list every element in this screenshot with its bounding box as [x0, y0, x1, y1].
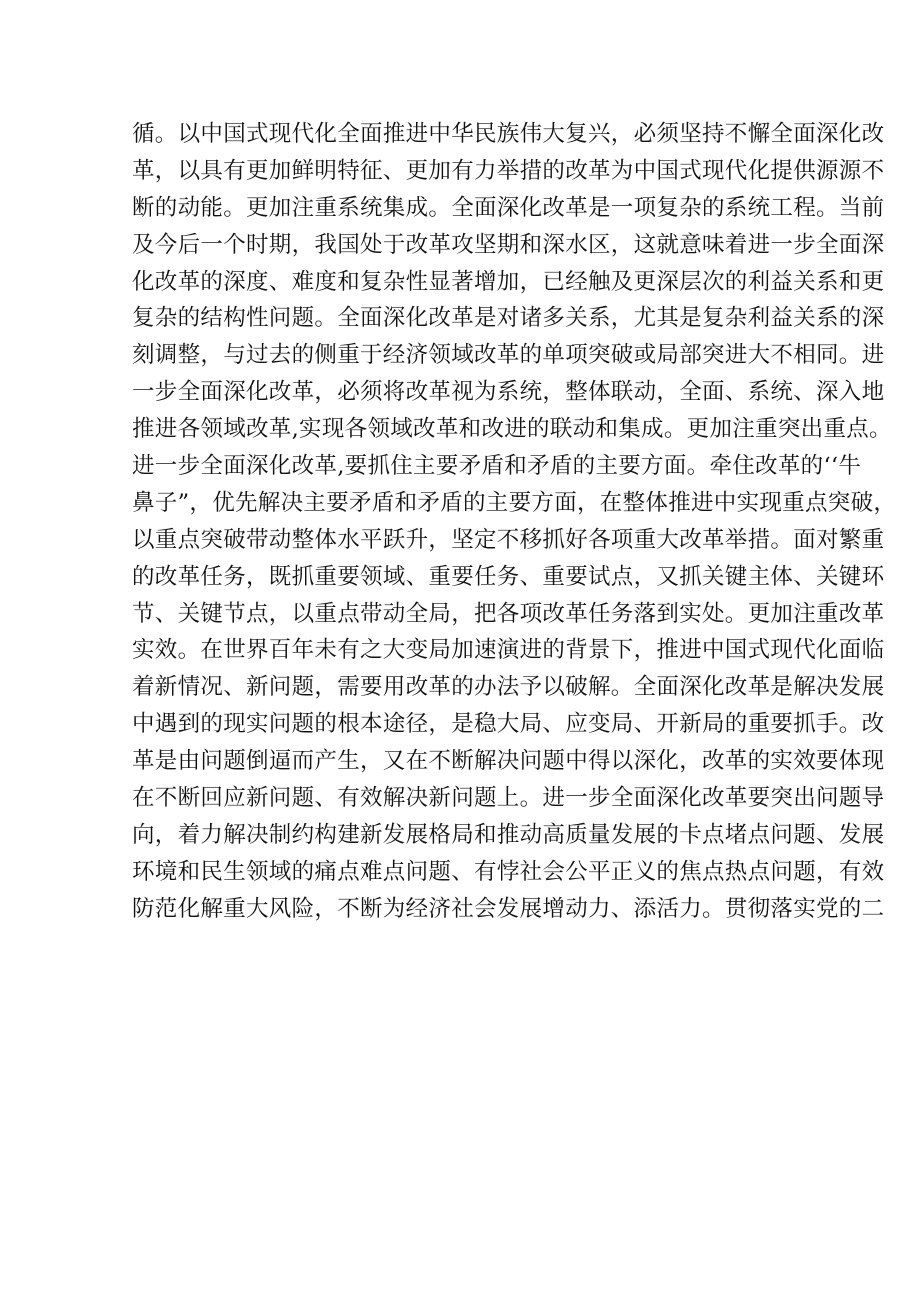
text-line-11: 鼻子”，优先解决主要矛盾和矛盾的主要方面，在整体推进中实现重点突破， [132, 489, 897, 516]
text-line-22: 防范化解重大风险，不断为经济社会发展增动力、添活力。贯彻落实党的二 [132, 895, 885, 922]
text-line-6: 复杂的结构性问题。全面深化改革是对诸多关系，尤其是复杂利益关系的深 [132, 305, 885, 332]
text-line-4: 及今后一个时期，我国处于改革攻坚期和深水区，这就意味着进一步全面深 [132, 231, 885, 258]
text-line-17: 中遇到的现实问题的根本途径，是稳大局、应变局、开新局的重要抓手。改 [132, 711, 885, 738]
text-line-19: 在不断回应新问题、有效解决新问题上。进一步全面深化改革要突出问题导 [132, 785, 885, 812]
text-line-20: 向，着力解决制约构建新发展格局和推动高质量发展的卡点堵点问题、发展 [132, 821, 885, 848]
text-line-5: 化改革的深度、难度和复杂性显著增加，已经触及更深层次的利益关系和更 [132, 268, 885, 295]
text-line-7: 刻调整，与过去的侧重于经济领域改革的单项突破或局部突进大不相同。进 [132, 342, 885, 369]
text-line-21: 环境和民生领域的痛点难点问题、有悖社会公平正义的焦点热点问题，有效 [132, 858, 885, 885]
text-line-18: 革是由问题倒逼而产生，又在不断解决问题中得以深化，改革的实效要体现 [132, 748, 885, 775]
text-line-10: 进一步全面深化改革,要抓住主要矛盾和矛盾的主要方面。牵住改革的‘‘牛 [132, 453, 862, 480]
text-line-13: 的改革任务，既抓重要领域、重要任务、重要试点，又抓关键主体、关键环 [132, 563, 885, 590]
text-line-16: 着新情况、新问题，需要用改革的办法予以破解。全面深化改革是解决发展 [132, 674, 885, 701]
text-line-3: 断的动能。更加注重系统集成。全面深化改革是一项复杂的系统工程。当前 [132, 194, 885, 221]
body-paragraph [132, 116, 897, 928]
text-line-8: 一步全面深化改革，必须将改革视为系统，整体联动，全面、系统、深入地 [132, 379, 885, 406]
text-line-1: 循。以中国式现代化全面推进中华民族伟大复兴，必须坚持不懈全面深化改 [132, 121, 885, 147]
text-line-14: 节、关键节点，以重点带动全局，把各项改革任务落到实处。更加注重改革 [132, 600, 885, 627]
text-line-12: 以重点突破带动整体水平跃升，坚定不移抓好各项重大改革举措。面对繁重 [132, 526, 885, 553]
text-line-2: 革，以具有更加鲜明特征、更加有力举措的改革为中国式现代化提供源源不 [132, 157, 885, 184]
text-line-9: 推进各领域改革,实现各领域改革和改进的联动和集成。更加注重突出重点。 [132, 416, 892, 443]
text-line-15: 实效。在世界百年未有之大变局加速演进的背景下，推进中国式现代化面临 [132, 637, 885, 664]
